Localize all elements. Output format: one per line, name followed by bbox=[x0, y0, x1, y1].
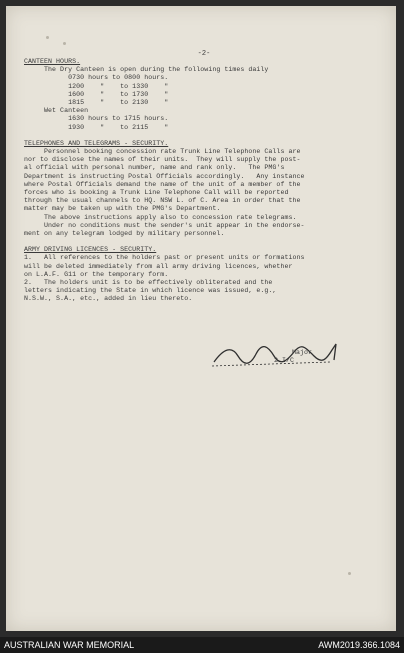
handwritten-signature bbox=[210, 340, 350, 370]
section-army-driving-licences bbox=[24, 246, 384, 303]
text-line: nor to disclose the names of their units. They will supply the post- bbox=[24, 156, 301, 164]
paper-mark bbox=[348, 572, 351, 575]
document-page bbox=[6, 6, 396, 631]
section-heading: ARMY DRIVING LICENCES - SECURITY. bbox=[24, 246, 157, 254]
text-line: 0730 hours to 0800 hours. bbox=[24, 74, 169, 82]
section-heading: CANTEEN HOURS. bbox=[24, 58, 81, 65]
text-line: will be deleted immediately from all army driving licences, whether bbox=[24, 262, 293, 270]
text-line: N.S.W., S.A., etc., added in lieu thereto. bbox=[24, 295, 193, 303]
text-line: Wet Canteen bbox=[24, 107, 89, 115]
page-number: -2- bbox=[197, 50, 211, 58]
text-line: through the usual channels to HQ. NSW L. of C. Area in order that the bbox=[24, 197, 301, 205]
text-line: 1930 " to 2115 " bbox=[24, 123, 169, 131]
paper-mark bbox=[63, 42, 66, 45]
paper-mark bbox=[46, 36, 49, 39]
text-line: Personnel booking concession rate Trunk Line Telephone Calls are bbox=[24, 148, 301, 156]
signature-appointment: 2 I/C bbox=[274, 357, 295, 364]
text-line: Under no conditions must the sender's unit appear in the endorse- bbox=[24, 221, 305, 229]
document-body bbox=[24, 50, 384, 364]
text-line: on L.A.F. G11 or the temporary form. bbox=[24, 270, 169, 278]
text-line: 1630 hours to 1715 hours. bbox=[24, 115, 169, 123]
text-line: forces who is booking a Trunk Line Telephone Call will be reported bbox=[24, 189, 289, 197]
signature-rank: Major bbox=[292, 349, 313, 356]
text-line: Department is instructing Postal Officials accordingly. Any instance bbox=[24, 172, 305, 180]
text-line: ment on any telegram lodged by military personnel. bbox=[24, 230, 225, 238]
section-canteen-hours bbox=[24, 58, 384, 132]
section-telephones-telegrams bbox=[24, 140, 384, 238]
text-line: 1600 " to 1730 " bbox=[24, 90, 169, 98]
section-heading: TELEPHONES AND TELEGRAMS - SECURITY. bbox=[24, 139, 169, 147]
text-line: al official with personal number, name and rank only. The PMG's bbox=[24, 164, 285, 172]
text-line: The above instructions apply also to concession rate telegrams. bbox=[24, 213, 297, 221]
text-line: where Postal Officials demand the name of the unit of a member of the bbox=[24, 180, 301, 188]
text-line: matter may be taken up with the PMG's Department. bbox=[24, 205, 221, 213]
text-line: 1. All references to the holders past or present units or formations bbox=[24, 254, 305, 262]
text-line: 1200 " to 1330 " bbox=[24, 82, 169, 90]
text-line: 1815 " to 2130 " bbox=[24, 99, 169, 107]
archive-name: AUSTRALIAN WAR MEMORIAL bbox=[4, 640, 135, 650]
text-line: letters indicating the State in which licence was issued, e.g., bbox=[24, 287, 277, 295]
text-line: The Dry Canteen is open during the following times daily bbox=[24, 66, 269, 74]
text-line: 2. The holders unit is to be effectively obliterated and the bbox=[24, 279, 273, 287]
archive-footer bbox=[0, 637, 404, 653]
archive-reference: AWM2019.366.1084 bbox=[318, 640, 400, 650]
